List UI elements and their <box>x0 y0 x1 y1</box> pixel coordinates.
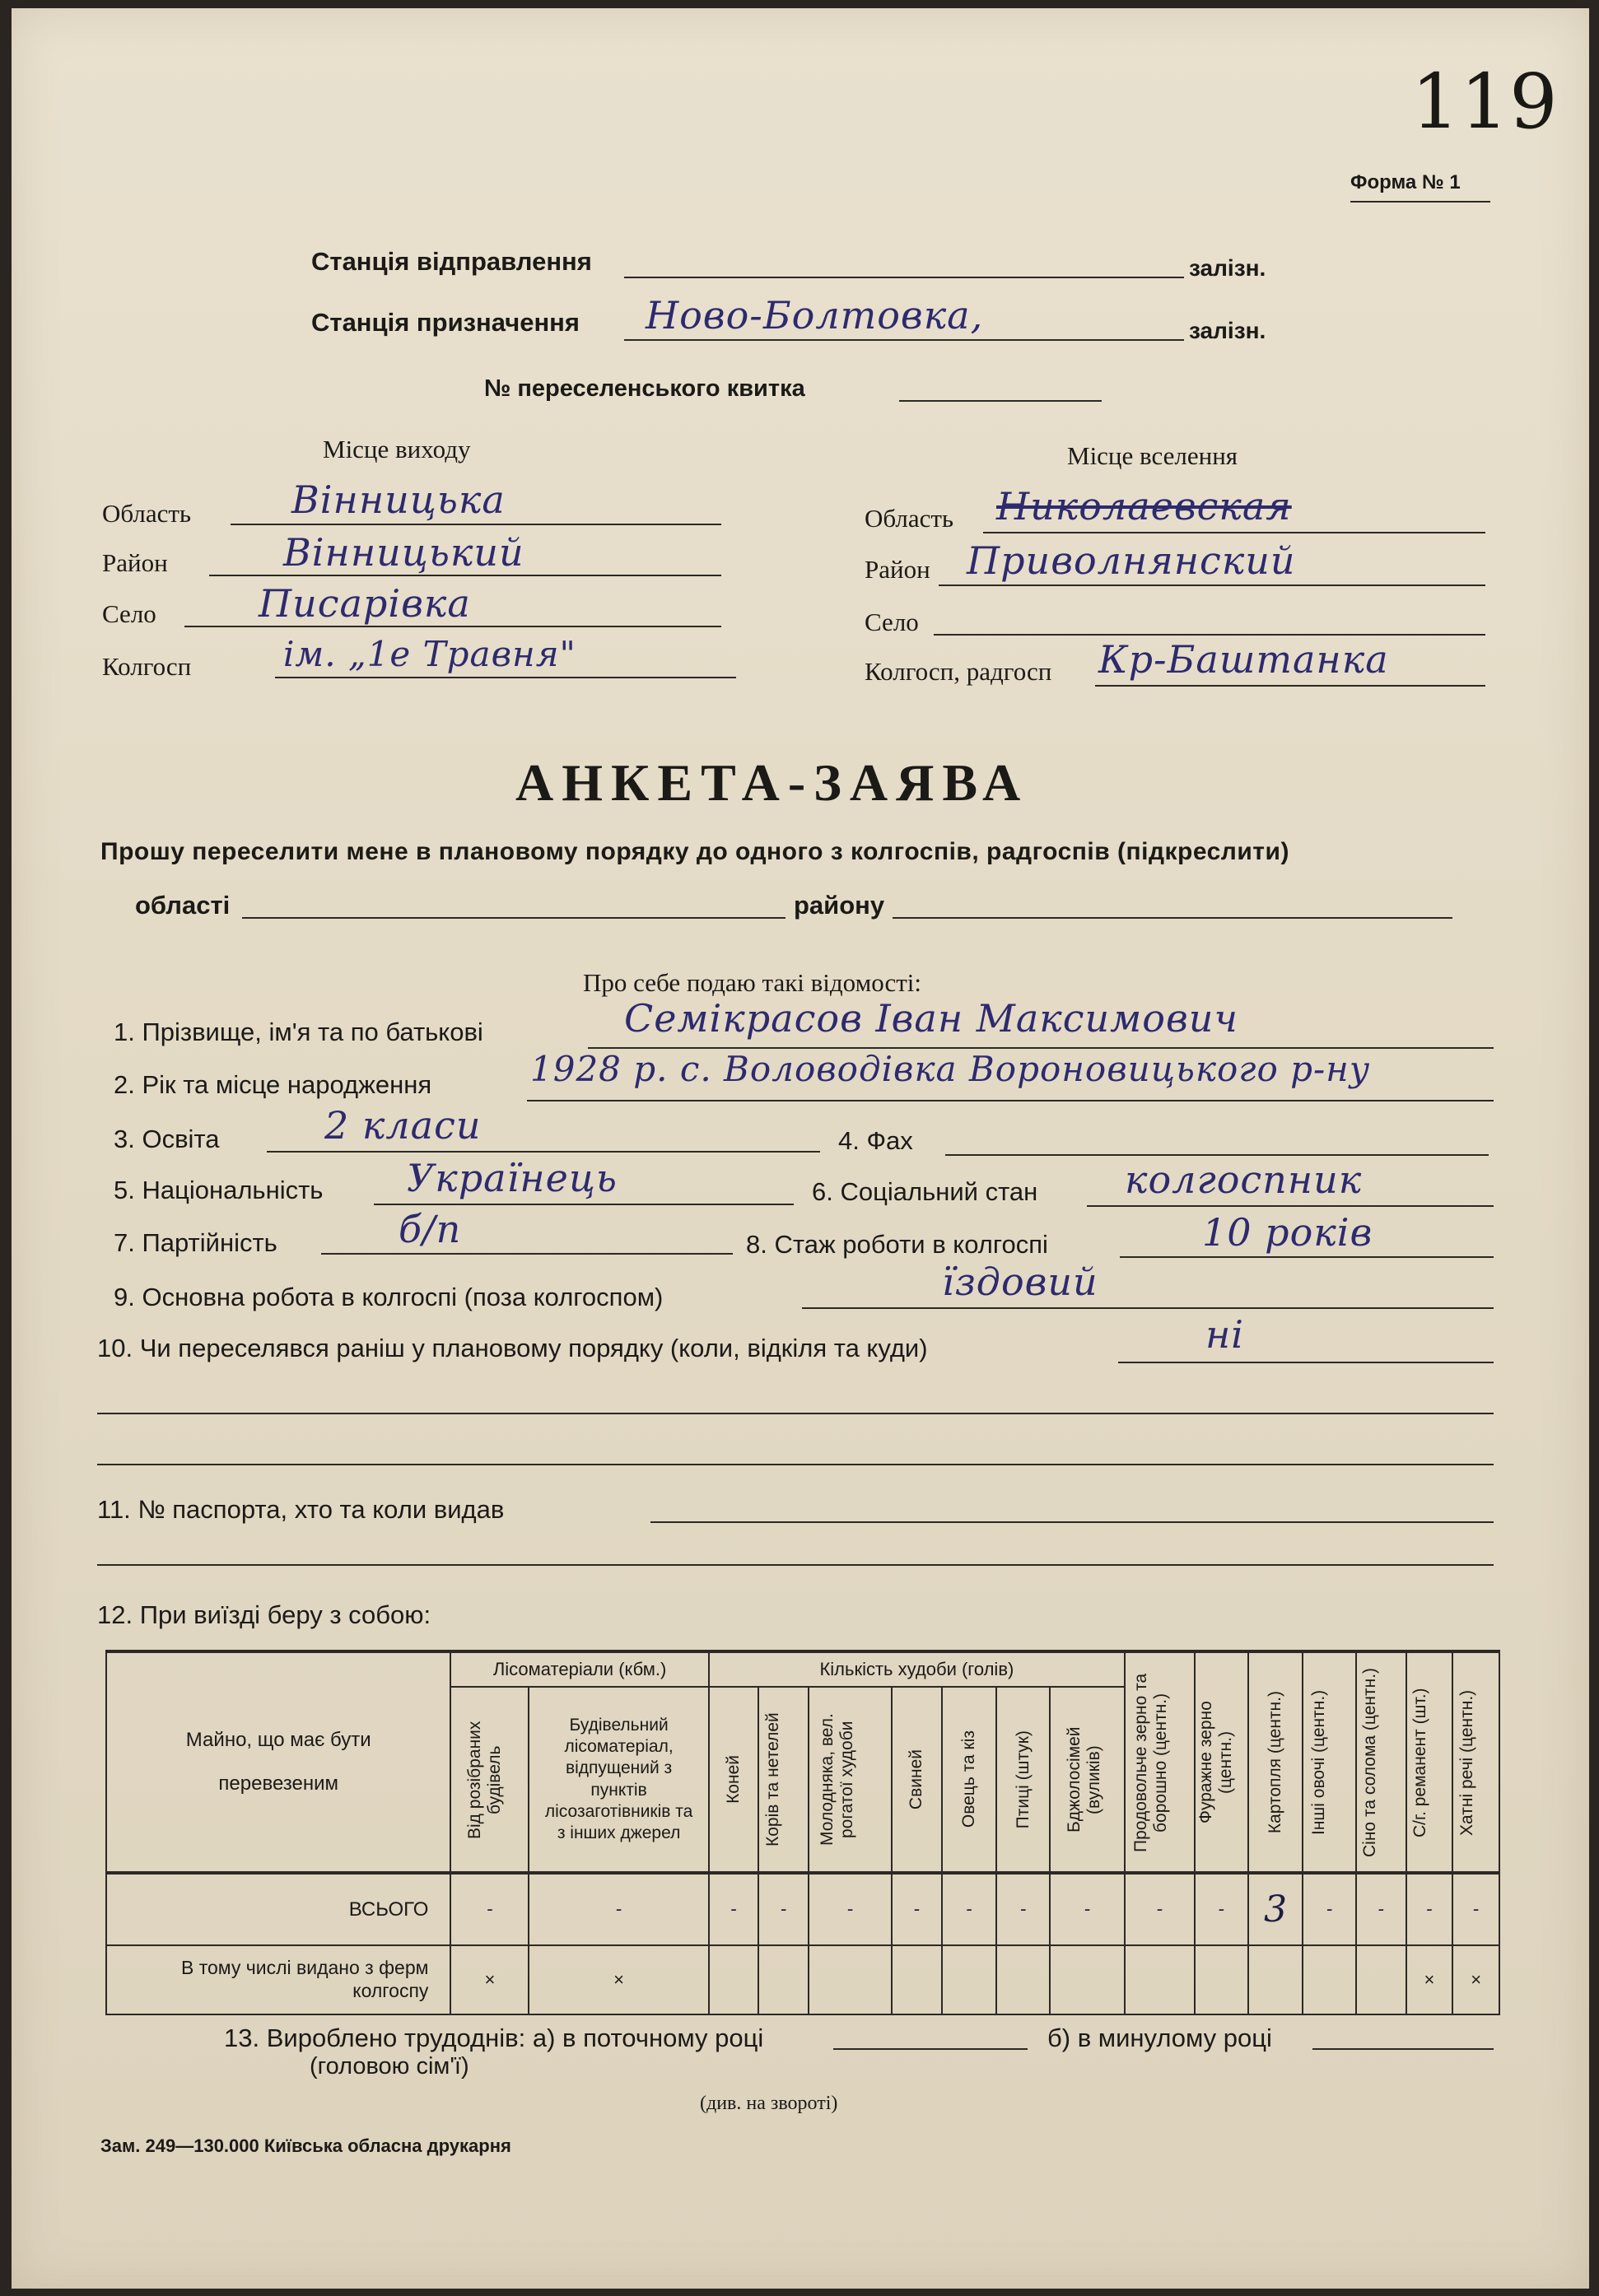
form-sheet <box>12 8 1589 2289</box>
total-cell: - <box>758 1873 809 1945</box>
field-7-value: б/п <box>399 1207 462 1251</box>
total-cell: - <box>1050 1873 1125 1945</box>
request-oblast-label: області <box>135 891 231 920</box>
total-cell: - <box>1303 1873 1356 1945</box>
total-cell: - <box>1125 1873 1195 1945</box>
destination-station-line <box>624 339 1184 341</box>
origin-heading: Місце виходу <box>323 435 471 463</box>
farm-cell <box>709 1945 759 2014</box>
field-8-label: 8. Стаж роботи в колгоспі <box>746 1230 1048 1259</box>
field-10-label: 10. Чи переселявся раніш у плановому порядку (коли, відкіля та куди) <box>97 1334 928 1362</box>
form-label: Форма № 1 <box>1350 171 1461 193</box>
field-6-value: колгоспник <box>1125 1157 1363 1202</box>
departure-station-line <box>624 277 1184 278</box>
dest-raion-label: Район <box>865 555 930 584</box>
origin-selo-value: Писарівка <box>259 581 471 626</box>
items-table <box>105 1651 1500 2015</box>
field-13-label: 13. Вироблено трудоднів: а) в поточному році <box>224 2024 764 2052</box>
total-cell: - <box>1406 1873 1453 1945</box>
farm-cell: × <box>1406 1945 1453 2014</box>
total-cell: - <box>709 1873 759 1945</box>
destination-station-value: Ново-Болтовка, <box>646 293 984 338</box>
row-farm-label: В тому числі видано з ферм колгоспу <box>106 1945 450 2014</box>
origin-kolhosp-value: ім. „1е Травня" <box>283 634 576 674</box>
farm-cell <box>892 1945 942 2014</box>
field-5-value: Українець <box>407 1156 618 1200</box>
col-tools: С/г. реманент (шт.) <box>1406 1652 1453 1873</box>
total-cell: - <box>809 1873 892 1945</box>
farm-cell <box>1125 1945 1195 2014</box>
field-3-value: 2 класи <box>324 1103 482 1148</box>
dest-oblast-label: Область <box>865 504 954 533</box>
col-building-timber: Будівельний лісоматеріал, відпущений з пунктів лісозаготівників та з інших джерел <box>529 1687 708 1873</box>
intro-text: Про себе подаю такі відомості: <box>583 968 922 997</box>
field-10-value: ні <box>1205 1312 1245 1357</box>
field-2-label: 2. Рік та місце народження <box>114 1070 432 1099</box>
col-pigs: Свиней <box>892 1687 942 1873</box>
departure-station-label: Станція відправлення <box>311 247 592 276</box>
col-horses: Коней <box>709 1687 759 1873</box>
total-cell: - <box>529 1873 708 1945</box>
request-raion-label: району <box>794 891 885 920</box>
property-header: Майно, що має бути перевезеним <box>106 1652 450 1873</box>
col-sheep-goats: Овець та кіз <box>942 1687 997 1873</box>
page-title: АНКЕТА-ЗАЯВА <box>515 753 1029 812</box>
farm-cell: × <box>1452 1945 1499 2014</box>
total-cell: - <box>450 1873 529 1945</box>
ticket-line <box>899 400 1102 402</box>
total-cell: - <box>942 1873 997 1945</box>
col-bees: Бджолосімей (вуликів) <box>1050 1687 1125 1873</box>
request-text: Прошу переселити мене в плановому порядку до одного з колгоспів, радгоспів (підкреслити) <box>100 838 1289 865</box>
col-poultry: Птиці (штук) <box>996 1687 1050 1873</box>
dest-kolhosp-value: Кр-Баштанка <box>1098 637 1389 682</box>
farm-cell: × <box>450 1945 529 2014</box>
origin-kolhosp-label: Колгосп <box>102 652 192 681</box>
table-row-total <box>106 1873 1499 1945</box>
dest-kolhosp-label: Колгосп, радгосп <box>865 657 1052 686</box>
col-feed-grain: Фуражне зерно (центн.) <box>1195 1652 1248 1873</box>
field-13-b-label: б) в минулому році <box>1047 2024 1272 2052</box>
col-other-veg: Інші овочі (центн.) <box>1303 1652 1356 1873</box>
dest-oblast-value: Николаевская <box>996 484 1292 529</box>
departure-rail-suffix: залізн. <box>1189 255 1266 281</box>
farm-cell <box>1195 1945 1248 2014</box>
field-6-label: 6. Соціальний стан <box>812 1177 1038 1206</box>
field-9-value: їздовий <box>942 1260 1098 1304</box>
origin-selo-label: Село <box>102 599 156 628</box>
farm-cell <box>1050 1945 1125 2014</box>
field-7-label: 7. Партійність <box>114 1228 277 1257</box>
livestock-group-header: Кількість худоби (голів) <box>709 1652 1125 1687</box>
col-cows: Корів та нетелей <box>758 1687 809 1873</box>
total-cell: - <box>996 1873 1050 1945</box>
timber-group-header: Лісоматеріали (кбм.) <box>450 1652 708 1687</box>
printer-imprint: Зам. 249—130.000 Київська обласна друкарня <box>100 2135 511 2156</box>
destination-station-label: Станція призначення <box>311 308 580 337</box>
origin-raion-label: Район <box>102 548 168 577</box>
col-potato: Картопля (центн.) <box>1248 1652 1303 1873</box>
total-cell-potato: 3 <box>1248 1873 1303 1945</box>
farm-cell <box>1303 1945 1356 2014</box>
field-4-label: 4. Фах <box>838 1126 913 1155</box>
total-cell: - <box>1356 1873 1406 1945</box>
field-8-value: 10 років <box>1202 1210 1373 1255</box>
total-cell: - <box>1452 1873 1499 1945</box>
total-cell: - <box>1195 1873 1248 1945</box>
farm-cell <box>996 1945 1050 2014</box>
col-dismantled: Від розібраних будівель <box>450 1687 529 1873</box>
field-12-label: 12. При виїзді беру з собою: <box>97 1600 431 1629</box>
col-food-grain: Продовольче зерно та борошно (центн.) <box>1125 1652 1195 1873</box>
col-hay: Сіно та солома (центн.) <box>1356 1652 1406 1873</box>
col-household: Хатні речі (центн.) <box>1452 1652 1499 1873</box>
farm-cell: × <box>529 1945 708 2014</box>
field-1-value: Семікрасов Іван Максимович <box>624 996 1238 1041</box>
farm-cell <box>1356 1945 1406 2014</box>
dest-selo-label: Село <box>865 608 919 636</box>
row-total-label: ВСЬОГО <box>106 1873 450 1945</box>
total-cell: - <box>892 1873 942 1945</box>
farm-cell <box>942 1945 997 2014</box>
field-11-label: 11. № паспорта, хто та коли видав <box>97 1495 505 1524</box>
ticket-label: № переселенського квитка <box>484 375 805 402</box>
field-13-sub: (головою сім'ї) <box>310 2053 469 2079</box>
field-5-label: 5. Національність <box>114 1176 324 1204</box>
archive-number: 119 <box>1411 58 1559 146</box>
origin-oblast-value: Вінницька <box>291 477 506 522</box>
farm-cell <box>1248 1945 1303 2014</box>
farm-cell <box>809 1945 892 2014</box>
dest-heading: Місце вселення <box>1067 441 1238 470</box>
field-9-label: 9. Основна робота в колгоспі (поза колгоспом) <box>114 1283 664 1311</box>
col-young-cattle: Молодняка, вел. рогатої худоби <box>809 1687 892 1873</box>
origin-oblast-label: Область <box>102 499 192 528</box>
field-3-label: 3. Освіта <box>114 1125 220 1153</box>
field-1-label: 1. Прізвище, ім'я та по батькові <box>114 1018 483 1046</box>
destination-rail-suffix: залізн. <box>1189 318 1266 343</box>
dest-raion-value: Приволнянский <box>967 538 1296 583</box>
farm-cell <box>758 1945 809 2014</box>
origin-raion-value: Вінницький <box>283 530 524 575</box>
field-2-value: 1928 р. с. Воловодівка Вороновицького р-ну <box>530 1049 1371 1089</box>
table-row-farm <box>106 1945 1499 2014</box>
see-reverse-note: (див. на звороті) <box>700 2093 838 2114</box>
